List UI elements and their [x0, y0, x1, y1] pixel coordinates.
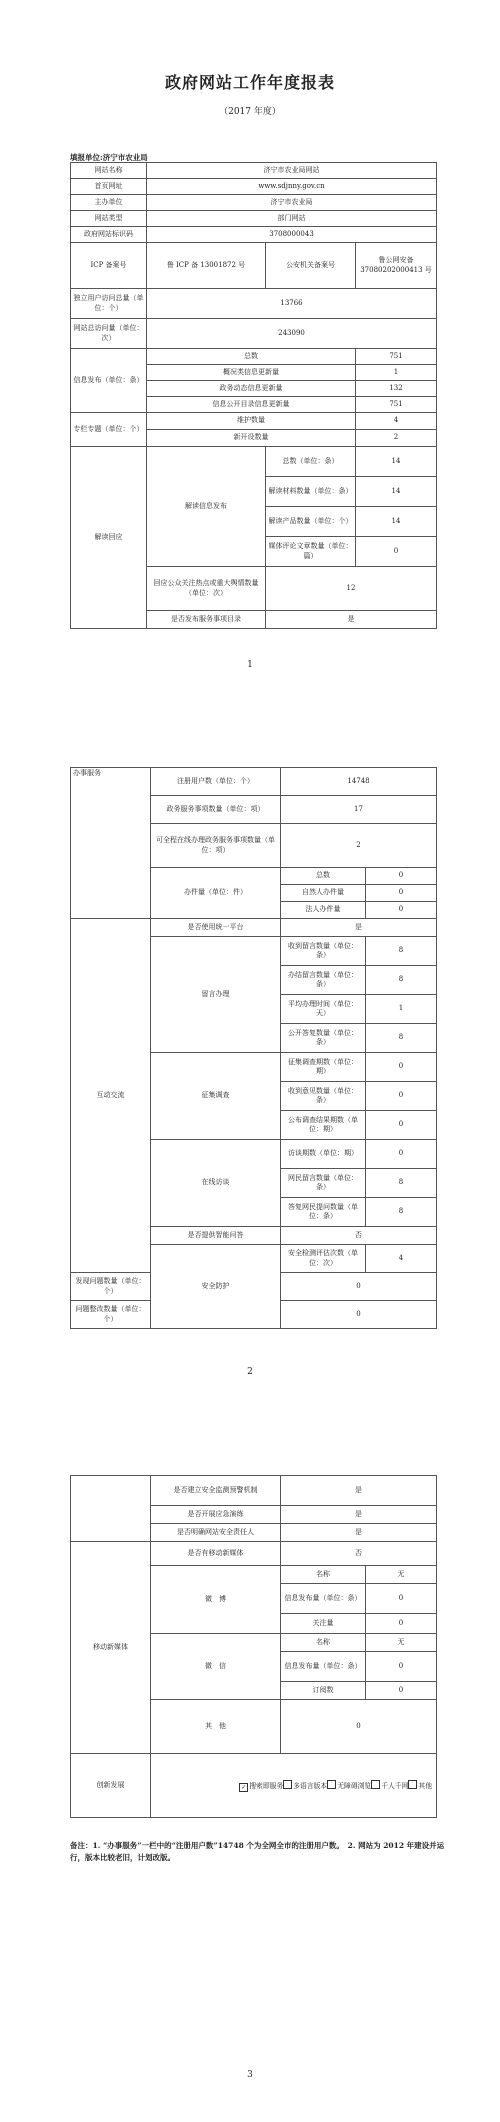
- interview-row-value: 8: [366, 1169, 437, 1198]
- service-label: 办事服务: [71, 768, 151, 919]
- case-row-value: 0: [366, 902, 437, 919]
- other-value: 0: [281, 1700, 437, 1754]
- weibo-row-label: 关注量: [281, 1614, 366, 1634]
- wechat-row-label: 订阅数: [281, 1682, 366, 1700]
- innov-options: [151, 1754, 437, 1818]
- innov-option-label: 多语言版本: [293, 1781, 328, 1790]
- interp-row-value: 14: [356, 477, 437, 507]
- security-row-label: 问题整改数量（单位：个）: [71, 1301, 151, 1329]
- pv-label: 网站总访问量（单位：次）: [71, 319, 147, 349]
- media-label: 移动新媒体: [71, 1542, 151, 1754]
- wechat-row-value: 无: [366, 1634, 437, 1652]
- info-row-value: 751: [356, 397, 437, 413]
- interact-label: 互动交流: [71, 919, 151, 1273]
- site-type-label: 网站类型: [71, 211, 147, 227]
- msg-row-label: 收到留言数量（单位：条）: [281, 937, 366, 966]
- site-type-value: 部门网站: [147, 211, 437, 227]
- survey-label: 征集调查: [151, 1053, 281, 1140]
- weibo-row-value: 无: [366, 1566, 437, 1584]
- security-row-value: 4: [366, 1245, 437, 1273]
- page-number: 2: [247, 1367, 253, 1377]
- column-row-value: 2: [356, 430, 437, 447]
- hot-label: 回应公众关注热点或重大舆情数量（单位：次）: [147, 567, 266, 611]
- interp-row-label: 媒体评论文章数量（单位：篇）: [266, 537, 356, 567]
- police-label: 公安机关备案号: [266, 243, 356, 289]
- online-value: 2: [281, 824, 437, 868]
- survey-row-label: 公布调查结果期数（单位：期）: [281, 1111, 366, 1140]
- innov-option[interactable]: [283, 1782, 327, 1790]
- site-id-value: 3708000043: [147, 227, 437, 243]
- host-value: 济宁市农业局: [147, 195, 437, 211]
- case-row-value: 0: [366, 868, 437, 885]
- security-row-value: 0: [281, 1273, 437, 1301]
- page1-table: [70, 162, 437, 629]
- host-label: 主办单位: [71, 195, 147, 211]
- site-name-value: 济宁市农业局网站: [147, 163, 437, 179]
- checkbox-icon[interactable]: [408, 1780, 417, 1789]
- msg-row-label: 平均办理时间（单位：天）: [281, 995, 366, 1024]
- security-row-value: 0: [281, 1301, 437, 1329]
- innov-option[interactable]: [408, 1782, 432, 1790]
- innov-option-label: 千人千网: [381, 1781, 409, 1790]
- page2-table: [70, 767, 437, 1329]
- page-number: 3: [247, 2070, 253, 2080]
- innov-option-label: 搜索即服务: [249, 1781, 284, 1790]
- wechat-label: 微 信: [151, 1634, 281, 1700]
- sec-row-value: 是: [281, 1476, 437, 1506]
- home-url-value: www.sdjnny.gov.cn: [147, 179, 437, 195]
- platform-value: 是: [281, 919, 437, 937]
- smart-value: 否: [281, 1227, 437, 1245]
- checkbox-icon[interactable]: [283, 1780, 292, 1789]
- survey-row-value: 0: [366, 1053, 437, 1082]
- innov-option-label: 其他: [418, 1781, 432, 1790]
- security-row-label: 安全检测评估次数（单位：次）: [281, 1245, 366, 1273]
- wechat-row-label: 信息发布量（单位：条）: [281, 1652, 366, 1682]
- interp-label: 解读回应: [71, 447, 147, 629]
- page-number: 1: [247, 660, 253, 670]
- info-row-label: 概况类信息更新量: [147, 365, 356, 381]
- survey-row-label: 征集调查期数（单位：期）: [281, 1053, 366, 1082]
- msg-row-value: 8: [366, 1024, 437, 1053]
- survey-row-value: 0: [366, 1111, 437, 1140]
- items-label: 政务服务事项数量（单位：项）: [151, 796, 281, 824]
- wechat-row-value: 0: [366, 1652, 437, 1682]
- interview-row-label: 答复网民提问数量（单位：条）: [281, 1198, 366, 1227]
- reg-value: 14748: [281, 768, 437, 796]
- icp-value: 鲁 ICP 备 13001872 号: [147, 243, 266, 289]
- weibo-row-value: 0: [366, 1614, 437, 1634]
- weibo-row-value: 0: [366, 1584, 437, 1614]
- security-label: 安全防护: [151, 1245, 281, 1329]
- wechat-row-value: 0: [366, 1682, 437, 1700]
- msg-row-value: 1: [366, 995, 437, 1024]
- innov-option-label: 无障碍浏览: [337, 1781, 372, 1790]
- interview-row-value: 0: [366, 1140, 437, 1169]
- sec-row-value: 是: [281, 1506, 437, 1524]
- mobile-label: 是否有移动新媒体: [151, 1542, 281, 1566]
- interview-row-value: 8: [366, 1198, 437, 1227]
- online-label: 可全程在线办理政务服务事项数量（单位：项）: [151, 824, 281, 868]
- info-row-value: 132: [356, 381, 437, 397]
- interp-row-label: 解读产品数量（单位：个）: [266, 507, 356, 537]
- checkbox-icon[interactable]: [327, 1780, 336, 1789]
- smart-label: 是否提供智能问答: [151, 1227, 281, 1245]
- interview-row-label: 访谈期数（单位：期）: [281, 1140, 366, 1169]
- interp-row-value: 14: [356, 447, 437, 477]
- interview-row-label: 网民留言数量（单位：条）: [281, 1169, 366, 1198]
- cases-label: 办件量（单位：件）: [151, 868, 281, 919]
- platform-label: 是否使用统一平台: [151, 919, 281, 937]
- msg-row-label: 公开答复数量（单位：条）: [281, 1024, 366, 1053]
- interp-row-value: 14: [356, 507, 437, 537]
- pv-value: 243090: [147, 319, 437, 349]
- case-row-label: 总数: [281, 868, 366, 885]
- mobile-value: 否: [281, 1542, 437, 1566]
- wechat-row-label: 名称: [281, 1634, 366, 1652]
- site-id-label: 政府网站标识码: [71, 227, 147, 243]
- weibo-row-label: 名称: [281, 1566, 366, 1584]
- hot-value: 12: [266, 567, 437, 611]
- weibo-row-label: 信息发布量（单位：条）: [281, 1584, 366, 1614]
- checkbox-icon[interactable]: [371, 1780, 380, 1789]
- column-row-label: 维护数量: [147, 413, 356, 430]
- column-row-label: 新开设数量: [147, 430, 356, 447]
- weibo-label: 微 博: [151, 1566, 281, 1634]
- case-row-value: 0: [366, 885, 437, 902]
- column-label: 专栏专题（单位：个）: [71, 413, 147, 447]
- home-url-label: 首页网址: [71, 179, 147, 195]
- interp-row-label: 解读材料数量（单位：条）: [266, 477, 356, 507]
- uv-value: 13766: [147, 289, 437, 319]
- sec-row-label: 是否明确网站安全责任人: [151, 1524, 281, 1542]
- info-row-label: 政务动态信息更新量: [147, 381, 356, 397]
- msg-row-label: 办结留言数量（单位：条）: [281, 966, 366, 995]
- info-row-label: 总数: [147, 349, 356, 365]
- checked-box-icon[interactable]: ✓: [241, 1783, 247, 1791]
- icp-label: ICP 备案号: [71, 243, 147, 289]
- interp-row-label: 总数（单位：条）: [266, 447, 356, 477]
- uv-label: 独立用户访问总量（单位：个）: [71, 289, 147, 319]
- page3-table: [70, 1475, 437, 1818]
- sec-row-value: 是: [281, 1524, 437, 1542]
- innov-option[interactable]: [327, 1782, 371, 1790]
- info-row-label: 信息公开目录信息更新量: [147, 397, 356, 413]
- other-label: 其 他: [151, 1700, 281, 1754]
- innov-option[interactable]: [239, 1782, 283, 1790]
- report-title: 政府网站工作年度报表: [164, 73, 335, 92]
- survey-row-label: 收到意见数量（单位：条）: [281, 1082, 366, 1111]
- info-row-value: 1: [356, 365, 437, 381]
- interp-row-value: 0: [356, 537, 437, 567]
- case-row-label: 法人办件量: [281, 902, 366, 919]
- reg-label: 注册用户数（单位：个）: [151, 768, 281, 796]
- site-name-label: 网站名称: [71, 163, 147, 179]
- security-row-label: 发现问题数量（单位：个）: [71, 1273, 151, 1301]
- innov-label: 创新发展: [71, 1754, 151, 1818]
- msg-label: 留言办理: [151, 937, 281, 1053]
- msg-row-value: 8: [366, 937, 437, 966]
- case-row-label: 自然人办件量: [281, 885, 366, 902]
- survey-row-value: 0: [366, 1082, 437, 1111]
- items-value: 17: [281, 796, 437, 824]
- police-value: 鲁公网安备 37080202000413 号: [356, 243, 437, 289]
- security-continued: [71, 1476, 151, 1542]
- innov-option[interactable]: [371, 1782, 408, 1790]
- msg-row-value: 8: [366, 966, 437, 995]
- info-release-label: 信息发布（单位：条）: [71, 349, 147, 413]
- report-year: （2017 年度）: [219, 107, 281, 117]
- interp-pub-label: 解读信息发布: [147, 447, 266, 567]
- column-row-value: 4: [356, 413, 437, 430]
- interview-label: 在线访谈: [151, 1140, 281, 1227]
- footnote: 备注：1. “办事服务”一栏中的“注册用户数”14748 个为全网全市的注册用户数。 2. 网站为 2012 年建设并运行，版本比较老旧，计划改版。: [70, 1841, 445, 1862]
- sec-row-label: 是否开展应急演练: [151, 1506, 281, 1524]
- sec-row-label: 是否建立安全监测预警机制: [151, 1476, 281, 1506]
- reporting-unit: 填报单位:济宁市农业局: [70, 153, 148, 162]
- info-row-value: 751: [356, 349, 437, 365]
- catalog-label: 是否发布服务事项目录: [147, 611, 266, 629]
- catalog-value: 是: [266, 611, 437, 629]
